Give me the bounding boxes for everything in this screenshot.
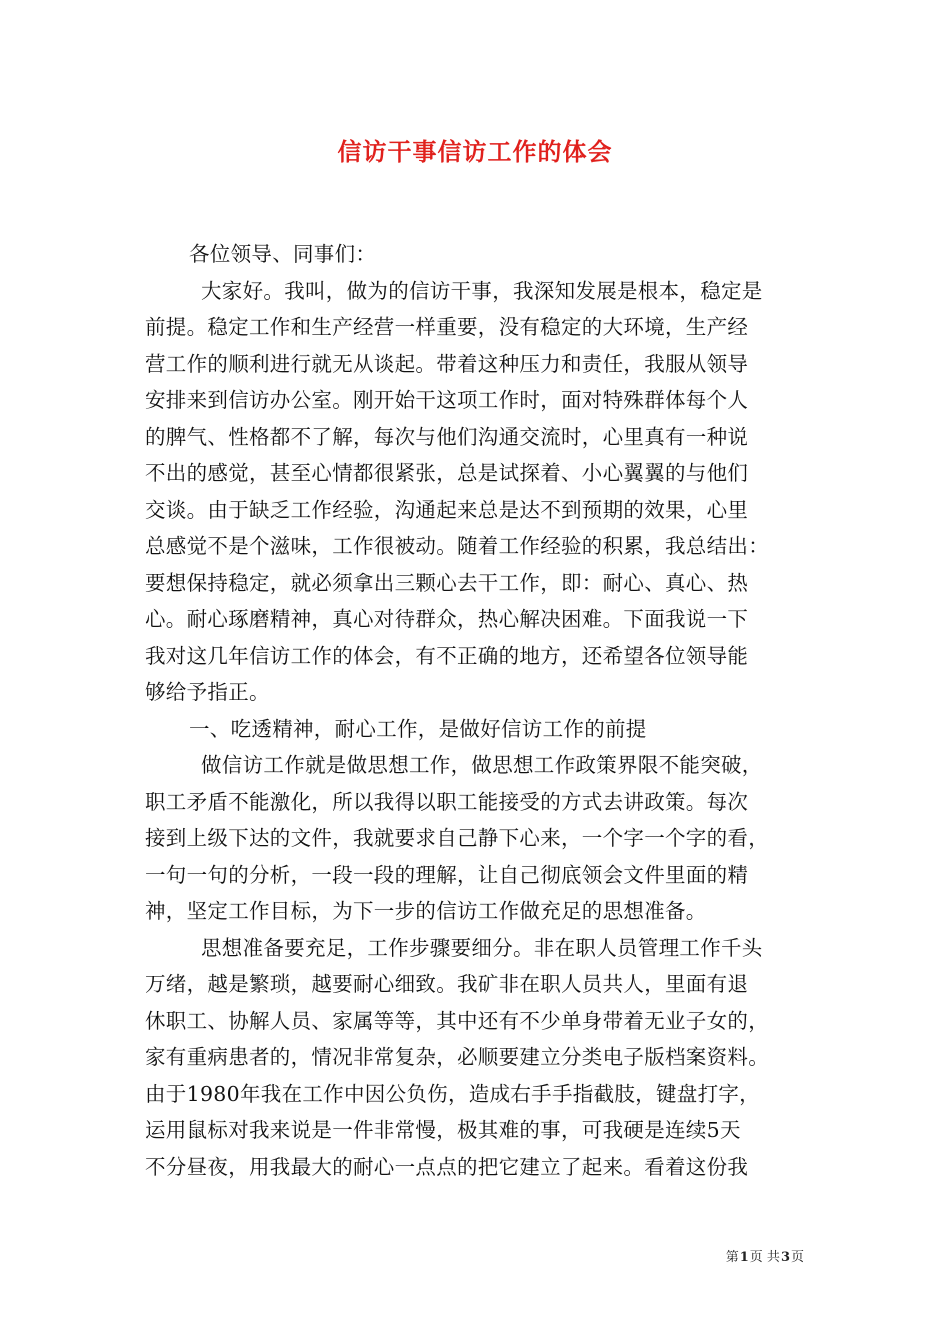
paragraph-line: 够给予指正。 (145, 680, 270, 704)
paragraph-line: 前提。稳定工作和生产经营一样重要，没有稳定的大环境，生产经 (145, 315, 749, 339)
paragraph-line: 运用鼠标对我来说是一件非常慢，极其难的事，可我硬是连续5天 (145, 1118, 741, 1142)
paragraph-line: 的脾气、性格都不了解，每次与他们沟通交流时，心里真有一种说 (145, 424, 749, 449)
paragraph-line: 接到上级下达的文件，我就要求自己静下心来，一个字一个字的看， (145, 826, 769, 850)
footer-middle: 页 共 (749, 1250, 780, 1265)
footer-suffix: 页 (790, 1250, 804, 1265)
paragraph-line: 家有重病患者的，情况非常复杂，必顺要建立分类电子版档案资料。 (145, 1045, 769, 1069)
paragraph-line: 做信访工作就是做思想工作，做思想工作政策界限不能突破， (201, 753, 763, 777)
paragraph-line: 大家好。我叫，做为的信访干事，我深知发展是根本，稳定是 (201, 278, 763, 303)
paragraph-line: 思想准备要充足，工作步骤要细分。非在职人员管理工作千头 (201, 935, 763, 960)
document-body (145, 236, 810, 1185)
paragraph-line: 营工作的顺利进行就无从谈起。带着这种压力和责任，我服从领导 (145, 351, 749, 376)
salutation-line: 各位领导、同事们： (189, 242, 377, 266)
paragraph-line: 一句一句的分析，一段一段的理解，让自己彻底领会文件里面的精 (145, 862, 749, 887)
paragraph-line: 神，坚定工作目标，为下一步的信访工作做充足的思想准备。 (145, 899, 707, 923)
section-heading: 一、吃透精神，耐心工作，是做好信访工作的前提 (189, 716, 647, 741)
paragraph-line: 万绪，越是繁琐，越要耐心细致。我矿非在职人员共人，里面有退 (145, 972, 749, 996)
footer-prefix: 第 (725, 1250, 739, 1265)
paragraph-line: 由于1980年我在工作中因公负伤，造成右手手指截肢，键盘打字， (145, 1081, 760, 1106)
total-pages-number: 3 (780, 1250, 790, 1265)
current-page-number: 1 (739, 1250, 749, 1265)
paragraph-line: 职工矛盾不能激化，所以我得以职工能接受的方式去讲政策。每次 (145, 789, 749, 814)
paragraph-line: 总感觉不是个滋味，工作很被动。随着工作经验的积累，我总结出： (145, 534, 769, 558)
document-title: 信访干事信访工作的体会 (337, 137, 613, 166)
paragraph-line: 交谈。由于缺乏工作经验，沟通起来总是达不到预期的效果，心里 (145, 497, 749, 522)
paragraph-line: 休职工、协解人员、家属等等，其中还有不少单身带着无业子女的， (145, 1008, 769, 1033)
paragraph-line: 安排来到信访办公室。刚开始干这项工作时，面对特殊群体每个人 (145, 388, 749, 412)
paragraph-line: 心。耐心琢磨精神，真心对待群众，热心解决困难。下面我说一下 (145, 607, 749, 631)
paragraph-line: 要想保持稳定，就必须拿出三颗心去干工作，即：耐心、真心、热 (145, 570, 749, 595)
paragraph-line: 我对这几年信访工作的体会，有不正确的地方，还希望各位领导能 (145, 643, 749, 668)
page-footer (726, 1246, 804, 1265)
paragraph-line: 不分昼夜，用我最大的耐心一点点的把它建立了起来。看着这份我 (145, 1154, 749, 1179)
paragraph-line: 不出的感觉，甚至心情都很紧张，总是试探着、小心翼翼的与他们 (145, 461, 749, 485)
